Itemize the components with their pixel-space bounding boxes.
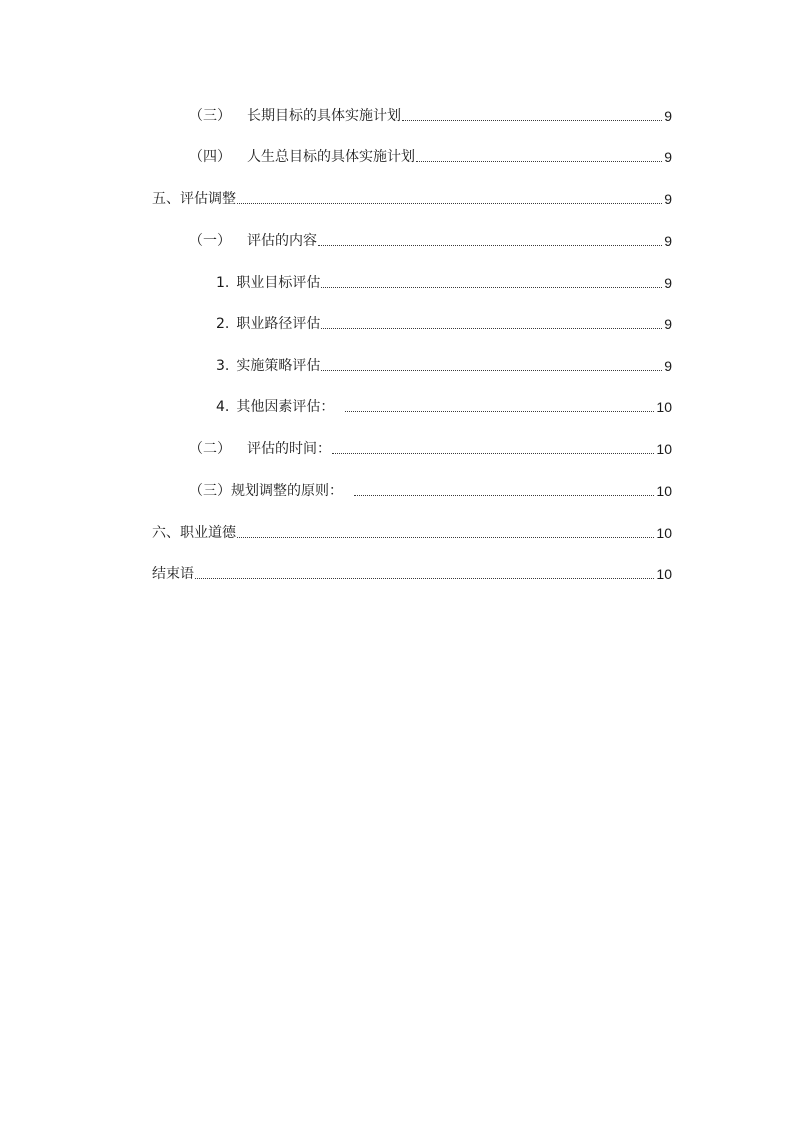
toc-entry-label <box>152 189 236 209</box>
toc-leader-dots <box>345 410 654 412</box>
toc-leader-dots <box>237 536 654 538</box>
toc-entry-label <box>189 481 353 501</box>
toc-leader-dots <box>402 119 662 121</box>
toc-entry-label <box>216 273 320 293</box>
toc-entry-title: 实施策略评估 <box>236 358 321 374</box>
toc-entry-title: 结束语 <box>152 566 194 582</box>
toc-entry-title: 评估的内容 <box>247 233 317 249</box>
toc-entry[interactable] <box>189 231 672 251</box>
toc-page-number: 9 <box>664 191 672 207</box>
toc-page-number: 9 <box>664 316 672 332</box>
toc-entry-title: 规划调整的原则： <box>231 483 343 499</box>
toc-entry-label <box>189 231 317 251</box>
toc-page-number: 9 <box>664 108 672 124</box>
toc-entry-label <box>189 147 415 167</box>
toc-entry-label <box>152 564 194 584</box>
toc-entry-prefix: （一） <box>189 233 231 249</box>
toc-entry-label <box>216 314 320 334</box>
toc-entry[interactable] <box>189 439 672 459</box>
toc-entry[interactable] <box>189 481 672 501</box>
toc-entry-prefix: 4. <box>216 399 230 415</box>
toc-leader-dots <box>354 494 654 496</box>
toc-entry-prefix: 五、 <box>152 191 180 207</box>
toc-entry-title: 长期目标的具体实施计划 <box>247 108 401 124</box>
toc-entry-prefix: 3. <box>216 358 230 374</box>
toc-entry[interactable] <box>216 356 672 376</box>
toc-entry-title: 人生总目标的具体实施计划 <box>247 149 415 165</box>
toc-entry[interactable] <box>216 397 672 417</box>
toc-page-number: 9 <box>664 358 672 374</box>
toc-entry-prefix: （三） <box>189 483 231 499</box>
toc-page-number: 10 <box>656 525 672 541</box>
toc-page-number: 10 <box>656 483 672 499</box>
toc-leader-dots <box>321 327 662 329</box>
toc-page-number: 10 <box>656 441 672 457</box>
toc-entry-prefix: （四） <box>189 149 231 165</box>
toc-entry[interactable] <box>189 147 672 167</box>
toc-page-number: 10 <box>656 566 672 582</box>
toc-entry-title: 职业目标评估 <box>236 275 321 291</box>
toc-leader-dots <box>332 452 654 454</box>
toc-page-number: 9 <box>664 275 672 291</box>
toc-entry-label <box>189 439 331 459</box>
toc-entry-title: 职业道德 <box>180 525 236 541</box>
toc-entry[interactable] <box>152 523 672 543</box>
toc-entry-label <box>216 397 344 417</box>
toc-entry-prefix: （二） <box>189 441 231 457</box>
toc-entry-label <box>216 356 320 376</box>
toc-leader-dots <box>318 244 662 246</box>
toc-page-number: 9 <box>664 233 672 249</box>
toc-entry-title: 其他因素评估： <box>236 399 335 415</box>
toc-leader-dots <box>237 202 662 204</box>
toc-entry[interactable] <box>152 564 672 584</box>
toc-leader-dots <box>195 577 654 579</box>
toc-leader-dots <box>321 369 662 371</box>
toc-entry-prefix: 六、 <box>152 525 180 541</box>
toc-entry-label <box>152 523 236 543</box>
toc-entry-title: 职业路径评估 <box>236 316 321 332</box>
toc-entry-title: 评估的时间： <box>247 441 331 457</box>
toc-entry[interactable] <box>189 106 672 126</box>
toc-page-number: 10 <box>656 399 672 415</box>
toc-entry-label <box>189 106 401 126</box>
toc-page-number: 9 <box>664 149 672 165</box>
toc-entry-prefix: 1. <box>216 275 230 291</box>
toc-entry[interactable] <box>216 314 672 334</box>
toc-entry-title: 评估调整 <box>180 191 236 207</box>
toc-leader-dots <box>321 286 662 288</box>
toc-entry[interactable] <box>152 189 672 209</box>
toc-entry[interactable] <box>216 273 672 293</box>
toc-entry-prefix: （三） <box>189 108 231 124</box>
toc-entry-prefix: 2. <box>216 316 230 332</box>
toc-leader-dots <box>416 160 662 162</box>
